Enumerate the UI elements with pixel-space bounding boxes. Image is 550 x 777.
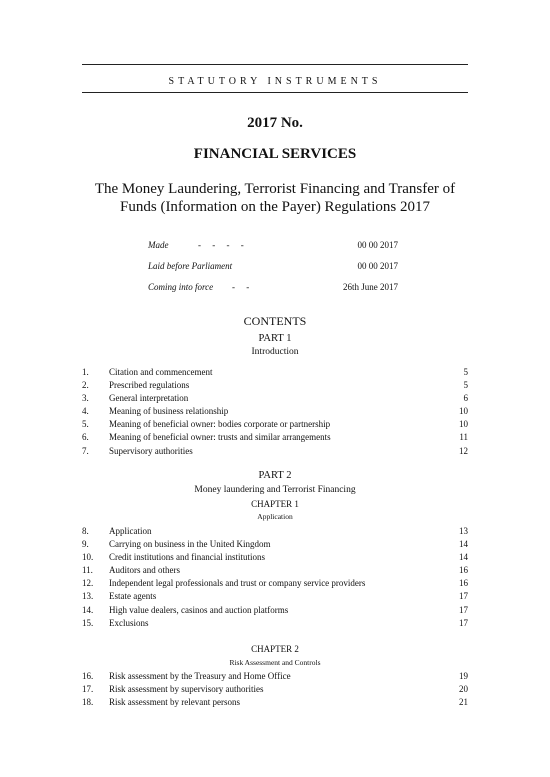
date-row-force <box>148 282 398 303</box>
toc-page: 17 <box>459 604 468 615</box>
toc-page: 17 <box>459 591 468 602</box>
toc-title: Prescribed regulations <box>109 380 190 391</box>
toc-row <box>82 431 468 444</box>
contents-heading: CONTENTS <box>243 314 307 328</box>
date-label: Coming into force <box>148 282 214 292</box>
toc-page: 14 <box>459 552 468 563</box>
toc-num: 6. <box>82 432 89 443</box>
toc-row <box>82 617 468 630</box>
toc-row <box>82 683 468 696</box>
toc-num: 3. <box>82 393 89 404</box>
title-line-2: Funds (Information on the Payer) Regulations 2017 <box>120 199 430 215</box>
toc-page: 10 <box>459 419 468 430</box>
toc-row <box>82 604 468 617</box>
series-heading: STATUTORY INSTRUMENTS <box>168 76 382 87</box>
toc-page: 21 <box>459 697 468 708</box>
toc-page: 11 <box>459 432 468 443</box>
toc-row <box>82 379 468 392</box>
chapter-1-title: Application <box>257 512 293 521</box>
toc-row <box>82 577 468 590</box>
toc-num: 13. <box>82 591 94 602</box>
toc-title: Citation and commencement <box>109 367 213 377</box>
toc-title: Risk assessment by the Treasury and Home Office <box>109 671 291 681</box>
toc-chapter-1 <box>82 525 468 630</box>
date-value: 00 00 2017 <box>357 240 398 250</box>
date-dashes: - - - - <box>198 240 244 250</box>
toc-row <box>82 418 468 431</box>
chapter-2-label: CHAPTER 2 <box>251 644 299 654</box>
toc-num: 14. <box>82 604 94 615</box>
toc-page: 6 <box>463 393 468 404</box>
toc-title: Risk assessment by supervisory authorities <box>109 684 264 695</box>
toc-num: 18. <box>82 697 94 708</box>
toc-title: Carrying on business in the United Kingdom <box>109 539 271 550</box>
toc-num: 11. <box>82 565 93 576</box>
toc-title: Meaning of beneficial owner: bodies corporate or partnership <box>109 419 331 430</box>
toc-row <box>82 405 468 418</box>
top-rule <box>82 64 468 65</box>
toc-title: Estate agents <box>109 591 157 602</box>
toc-num: 2. <box>82 380 89 391</box>
toc-row <box>82 366 468 379</box>
toc-num: 8. <box>82 526 89 536</box>
toc-page: 17 <box>459 617 468 628</box>
toc-page: 10 <box>459 406 468 417</box>
toc-row <box>82 392 468 405</box>
toc-num: 16. <box>82 671 94 681</box>
title-line-1: The Money Laundering, Terrorist Financing and Transfer of <box>94 181 456 197</box>
toc-page: 14 <box>459 539 468 550</box>
toc-row <box>82 564 468 577</box>
toc-row <box>82 696 468 709</box>
part-2-title: Money laundering and Terrorist Financing <box>194 485 356 495</box>
series-underline <box>82 92 468 93</box>
toc-title: High value dealers, casinos and auction platforms <box>109 604 289 615</box>
date-row-laid <box>148 261 398 282</box>
toc-page: 16 <box>459 565 468 576</box>
part-1-title: Introduction <box>251 347 299 357</box>
toc-num: 5. <box>82 419 89 430</box>
date-dashes: - - <box>232 282 250 292</box>
toc-num: 10. <box>82 552 94 563</box>
part-1-label: PART 1 <box>258 333 292 344</box>
date-value: 00 00 2017 <box>357 261 398 271</box>
toc-title: Exclusions <box>109 617 149 628</box>
subject-heading: FINANCIAL SERVICES <box>193 146 357 162</box>
toc-row <box>82 445 468 458</box>
toc-row <box>82 525 468 538</box>
toc-title: General interpretation <box>109 393 189 404</box>
dates-block <box>148 240 398 303</box>
date-row-made <box>148 240 398 261</box>
toc-page: 5 <box>463 380 468 391</box>
toc-title: Supervisory authorities <box>109 445 193 456</box>
chapter-2-title: Risk Assessment and Controls <box>229 658 321 667</box>
toc-page: 12 <box>459 445 468 456</box>
chapter-1-label: CHAPTER 1 <box>251 499 299 509</box>
part-2-label: PART 2 <box>258 470 292 481</box>
toc-page: 5 <box>463 367 468 377</box>
instrument-title <box>0 180 550 216</box>
toc-num: 12. <box>82 578 94 589</box>
toc-title: Auditors and others <box>109 565 180 576</box>
toc-page: 16 <box>459 578 468 589</box>
toc-row <box>82 590 468 603</box>
toc-num: 17. <box>82 684 94 695</box>
toc-row <box>82 551 468 564</box>
instrument-number: 2017 No. <box>247 115 303 131</box>
toc-row <box>82 538 468 551</box>
toc-title: Risk assessment by relevant persons <box>109 697 240 708</box>
date-label: Made <box>148 240 169 250</box>
toc-title: Application <box>109 526 152 536</box>
date-label: Laid before Parliament <box>148 261 233 271</box>
toc-title: Independent legal professionals and trust or company service providers <box>109 578 366 589</box>
toc-page: 20 <box>459 684 468 695</box>
toc-page: 13 <box>459 526 468 536</box>
toc-title: Meaning of business relationship <box>109 406 229 417</box>
toc-num: 1. <box>82 367 89 377</box>
toc-num: 4. <box>82 406 89 417</box>
toc-num: 9. <box>82 539 89 550</box>
toc-num: 15. <box>82 617 94 628</box>
toc-num: 7. <box>82 445 89 456</box>
date-value: 26th June 2017 <box>343 282 398 292</box>
toc-title: Credit institutions and financial institutions <box>109 552 265 563</box>
toc-page: 19 <box>459 671 468 681</box>
toc-title: Meaning of beneficial owner: trusts and similar arrangements <box>109 432 331 443</box>
toc-row <box>82 670 468 683</box>
toc-part-1 <box>82 366 468 458</box>
toc-chapter-2 <box>82 670 468 709</box>
